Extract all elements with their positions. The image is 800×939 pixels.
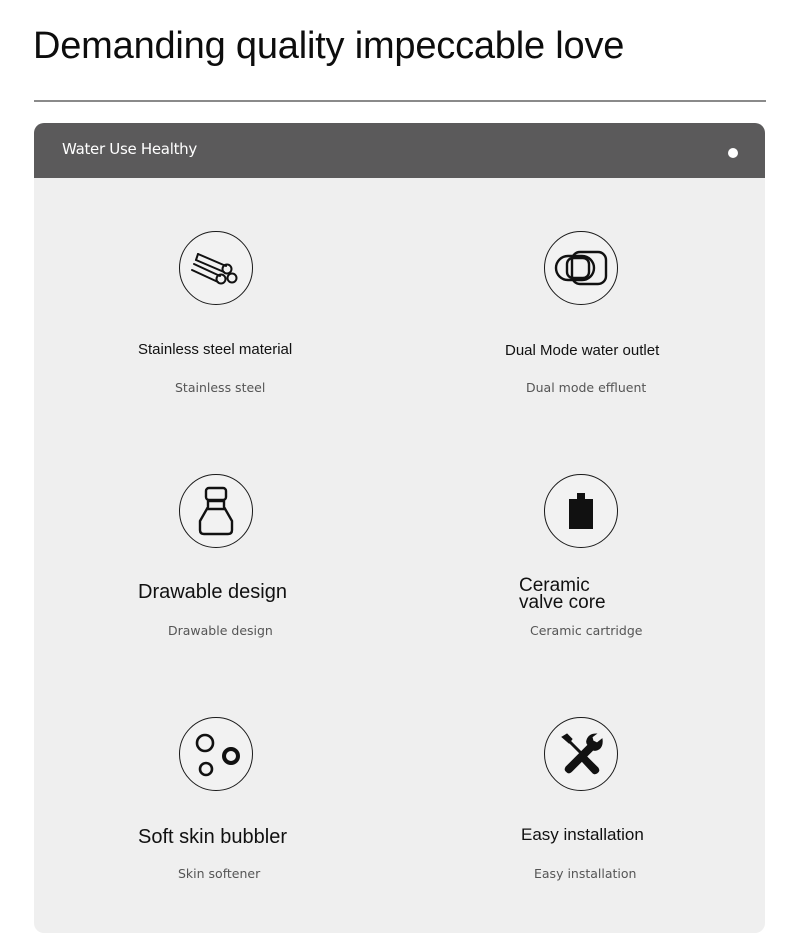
feature-subtitle-drawable: Drawable design [168,623,273,638]
feature-title-drawable: Drawable design [138,581,287,603]
feature-subtitle-ceramic: Ceramic cartridge [530,623,643,638]
panel-header [34,123,765,178]
feature-subtitle-dual-mode: Dual mode effluent [526,380,647,395]
feature-title-installation: Easy installation [521,825,644,844]
headline-divider [34,100,766,102]
features-panel [34,123,765,933]
dual-outlet-icon [544,231,618,305]
feature-title-dual-mode: Dual Mode water outlet [505,342,660,359]
page-headline: Demanding quality impeccable love [33,25,625,67]
feature-title-bubbler: Soft skin bubbler [138,826,287,848]
feature-title-ceramic-line1: Ceramic [519,575,590,596]
tools-icon [544,717,618,791]
feature-subtitle-bubbler: Skin softener [178,866,261,881]
bottle-icon [179,474,253,548]
feature-title-stainless: Stainless steel material [138,341,293,358]
feature-title-ceramic [519,577,606,611]
valve-core-icon [544,474,618,548]
panel-title: Water Use Healthy [62,140,197,158]
pipes-icon [179,231,253,305]
header-dot-icon [728,148,738,158]
feature-subtitle-installation: Easy installation [534,866,637,881]
bubbles-icon [179,717,253,791]
feature-subtitle-stainless: Stainless steel [175,380,266,395]
feature-title-ceramic-line2: valve core [519,592,606,613]
